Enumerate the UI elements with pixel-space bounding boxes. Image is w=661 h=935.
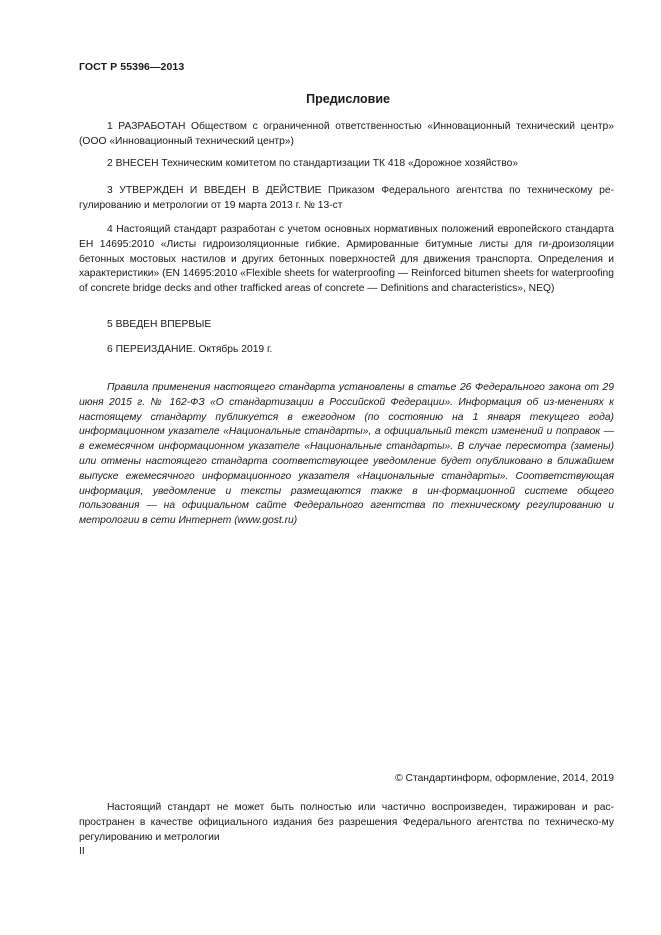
reproduction-rights-notice: Настоящий стандарт не может быть полностью или частично воспроизведен, тиражирован и рас-пространен в качестве официального издания без разрешения Федерального агентства по техническо-му регулированию и метрологии (79, 802, 614, 843)
paragraph-approved: 3 УТВЕРЖДЕН И ВВЕДЕН В ДЕЙСТВИЕ Приказом Федерального агентства по техническому ре-гулированию и метрологии от 19 марта 2013 г. № 13-ст (79, 185, 614, 211)
paragraph-first-introduced: 5 ВВЕДЕН ВПЕРВЫЕ (107, 319, 212, 330)
paragraph-standard-basis: 4 Настоящий стандарт разработан с учетом основных нормативных положений европейского стандарта ЕН 14695:2010 «Листы гидроизоляционные гибкие. Армированные битумные листы для ги-дроизоляции бетонных мостовых настилов и других бетонных поверхностей для движения транспорта. Определения и характеристики» (EN 14695:2010 «Flexible sheets for waterproofing — Reinforced bitumen sheets for waterproofing of concrete bridge decks and other trafficked areas of concrete — Definitions and characteristics», NEQ) (79, 224, 614, 295)
paragraph-introduced-by: 2 ВНЕСЕН Техническим комитетом по стандартизации ТК 418 «Дорожное хозяйство» (107, 158, 519, 169)
copyright-line: © Стандартинформ, оформление, 2014, 2019 (395, 773, 614, 784)
document-code: ГОСТ Р 55396—2013 (79, 61, 185, 73)
application-rules-notice: Правила применения настоящего стандарта установлены в статье 26 Федерального закона от 29 июня 2015 г. № 162-ФЗ «О стандартизации в Российской Федерации». Информация об из-менениях к настоящему стандарту публикуется в ежегодном (по состоянию на 1 января текущего года) информационном указателе «Национальные стандарты», а официальный текст изменений и поправок — в ежемесячном информационном указателе «Национальные стандарты». В случае пересмотра (замены) или отмены настоящего стандарта соответствующее уведомление будет опубликовано в ближайшем выпуске ежемесячного информационного указателя «Национальные стандарты». Соответствующая информация, уведомление и тексты размещаются также в ин-формационной системе общего пользования — на официальном сайте Федерального агентства по техническому регулированию и метрологии в сети Интернет (www.gost.ru) (79, 382, 614, 527)
page-title: Предисловие (306, 92, 390, 106)
page-number: II (79, 846, 85, 857)
paragraph-developed-by: 1 РАЗРАБОТАН Обществом с ограниченной ответственностью «Инновационный технический центр» (ООО «Инновационный технический центр») (79, 121, 614, 147)
paragraph-reissue: 6 ПЕРЕИЗДАНИЕ. Октябрь 2019 г. (107, 344, 273, 355)
